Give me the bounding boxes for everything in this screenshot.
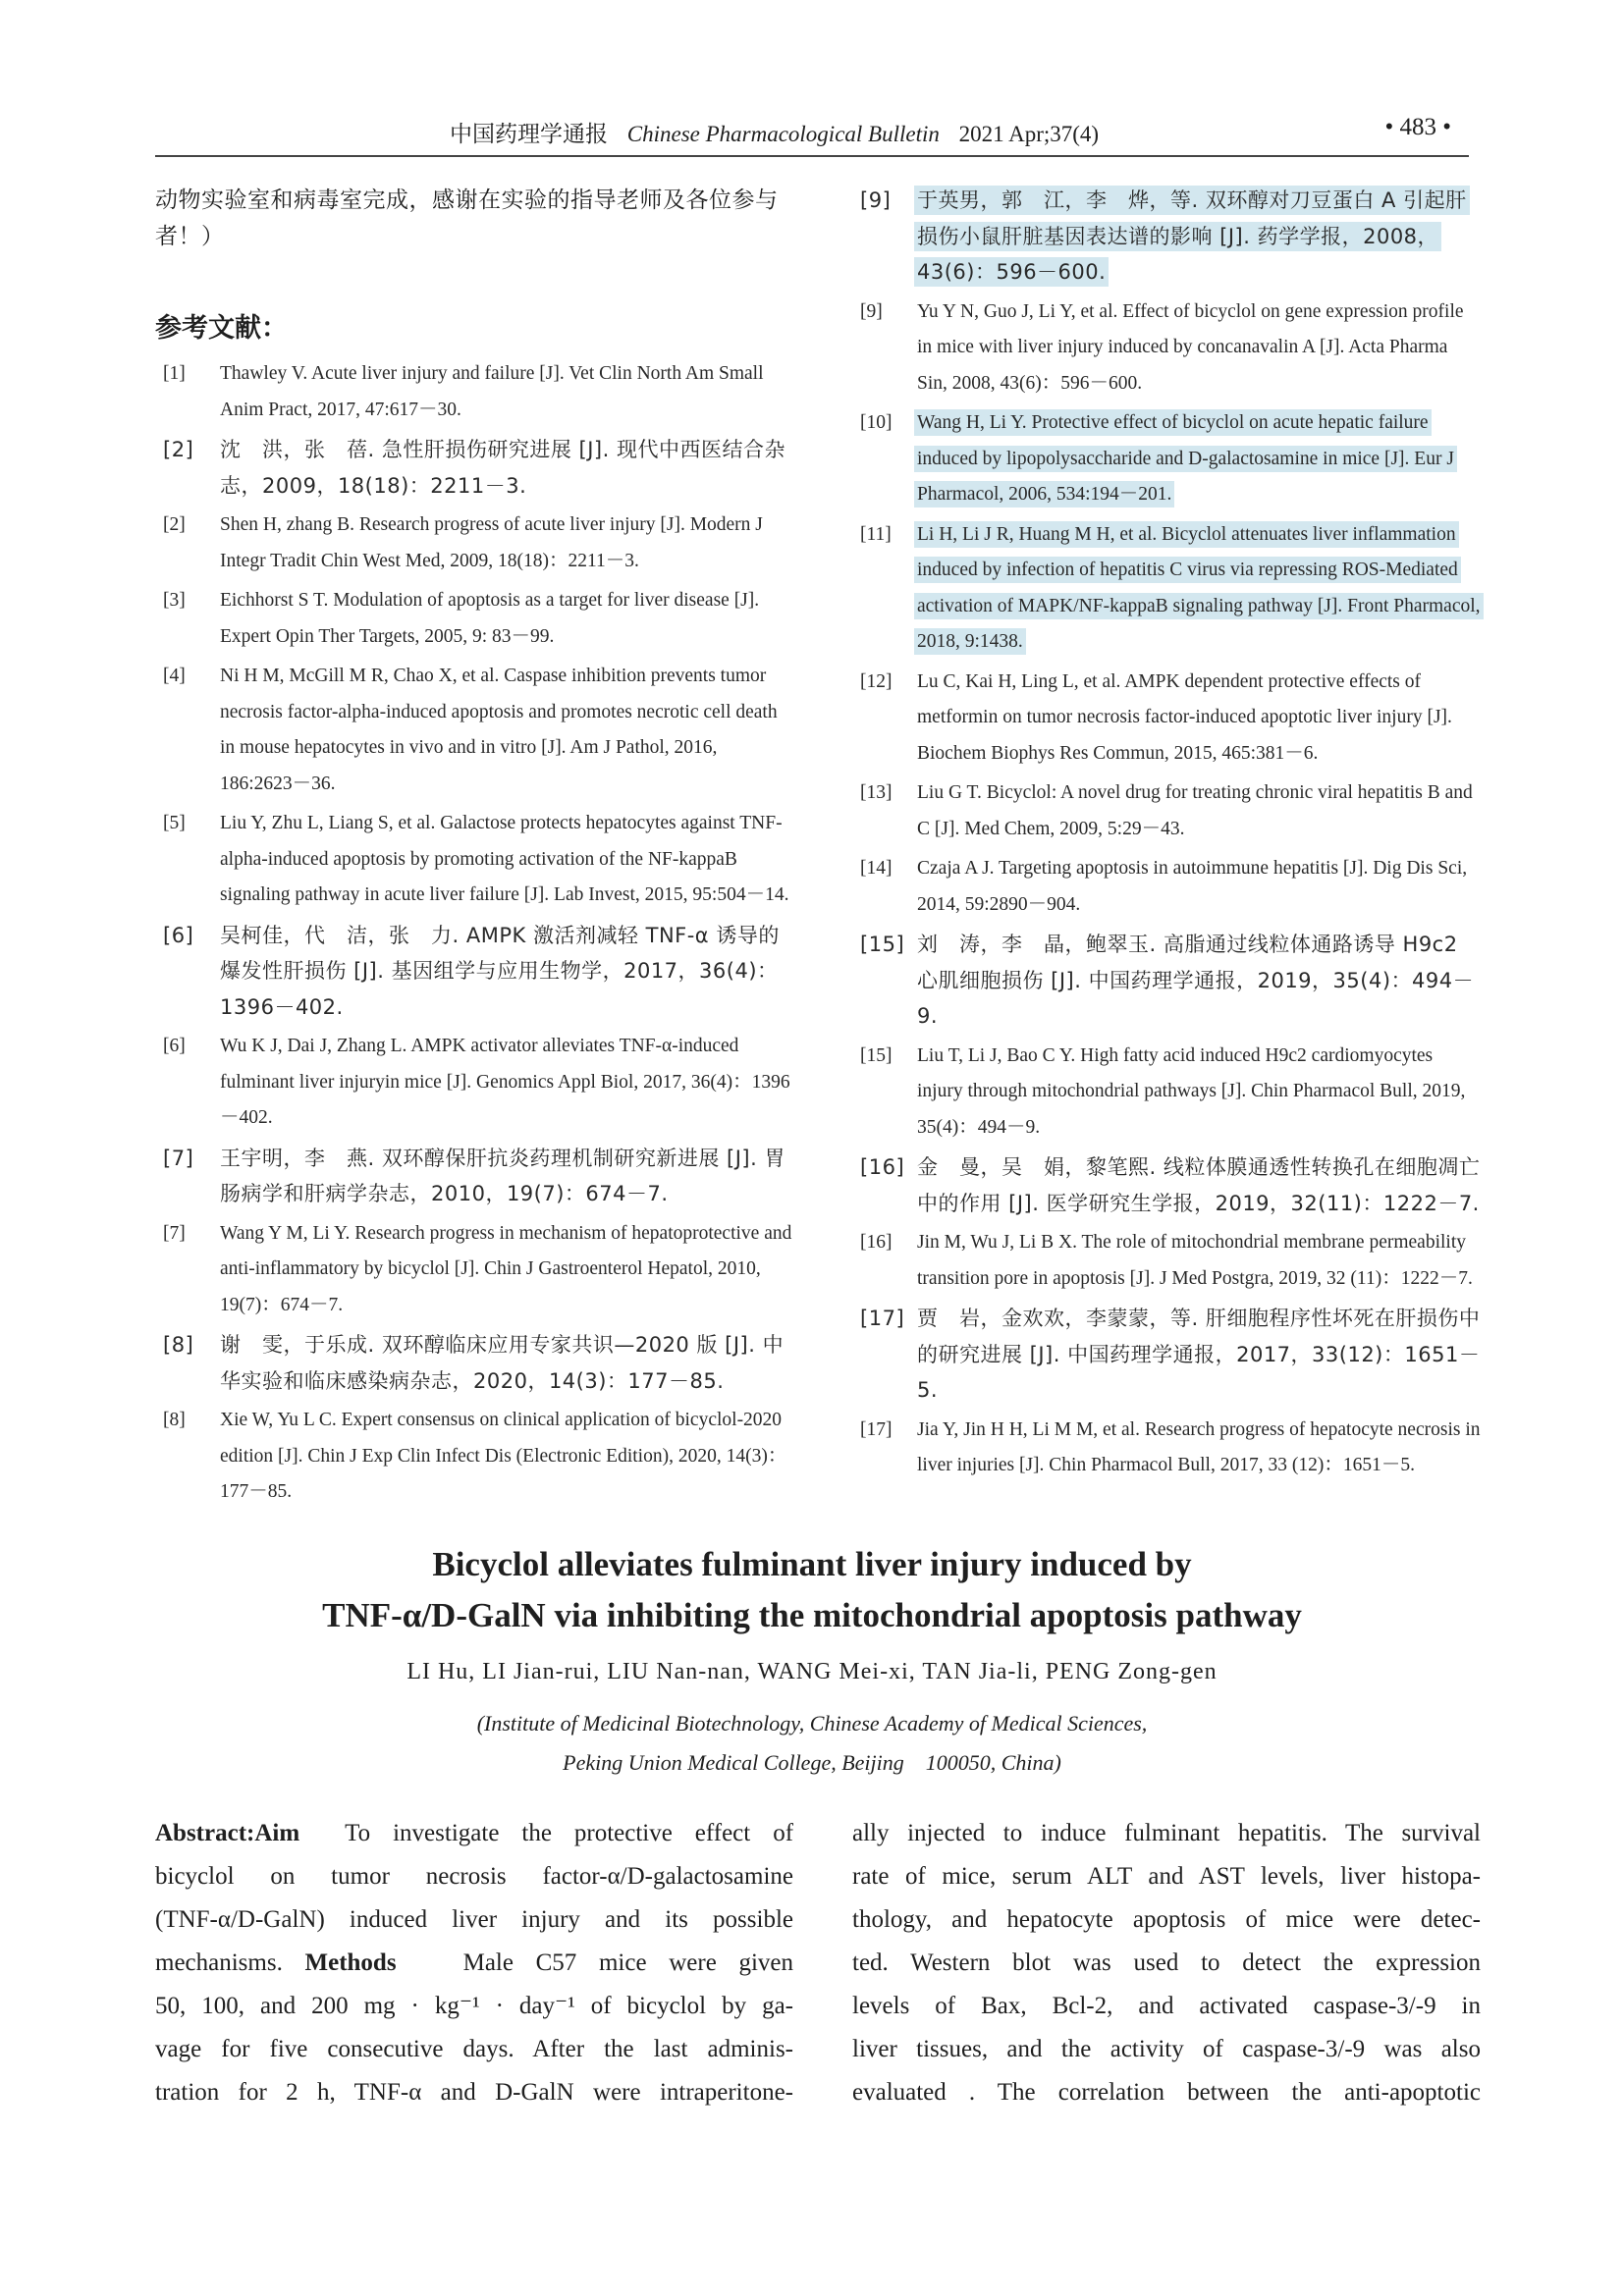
- reference-text: Liu T, Li J, Bao C Y. High fatty acid induced H9c2 cardiomyocytes injury through mitochondrial pathways [J]. Chin Pharmacol Bull, 2019, 35(4)：494－9.: [917, 1044, 1466, 1138]
- article-authors: LI Hu, LI Jian-rui, LIU Nan-nan, WANG Mei-xi, TAN Jia-li, PENG Zong-gen: [406, 1659, 1218, 1684]
- affiliation-line: (Institute of Medicinal Biotechnology, Chinese Academy of Medical Sciences,: [476, 1711, 1148, 1735]
- reference-text: Wang H, Li Y. Protective effect of bicyclol on acute hepatic failure induced by lipopolysaccharide and D-galactosamine in mice [J]. Eur J Pharmacol, 2006, 534:194－201.: [917, 412, 1454, 505]
- reference-number: [ 2 ]: [163, 507, 186, 544]
- reference-text: 王宇明，李 燕. 双环醇保肝抗炎药理机制研究新进展 [J]. 胃肠病学和肝病学杂志，2010，19(7)：674－7.: [220, 1146, 785, 1205]
- page-number: • 483 •: [1384, 114, 1451, 140]
- reference-text: Czaja A J. Targeting apoptosis in autoimmune hepatitis [J]. Dig Dis Sci, 2014, 59:2890－904.: [917, 858, 1468, 915]
- reference-number: [ 8 ]: [163, 1327, 193, 1363]
- reference-text: 刘 涛，李 晶，鲍翠玉. 高脂通过线粒体通路诱导 H9c2 心肌细胞损伤 [J]. 中国药理学通报，2019，35(4)：494－9.: [917, 933, 1475, 1028]
- reference-text: Xie W, Yu L C. Expert consensus on clinical application of bicyclol-2020 edition [J]. Chin J Exp Clin Infect Dis (Electronic Edition), 2020, 14(3)：177－85.: [220, 1410, 787, 1502]
- reference-number: [ 12 ]: [860, 665, 893, 701]
- affiliation-line: Peking Union Medical College, Beijing 100050, China): [563, 1750, 1061, 1775]
- abstract-line: tration for 2 h, TNF-α and D-GalN were intraperitone-: [155, 2079, 793, 2106]
- reference-item: [852, 1301, 1481, 1409]
- reference-text: Jin M, Wu J, Li B X. The role of mitochondrial membrane permeability transition pore in apoptosis [J]. J Med Postgra, 2019, 32 (11)：1222－7.: [917, 1232, 1473, 1289]
- reference-number: [ 14 ]: [860, 851, 893, 887]
- right-column: [852, 183, 1481, 1488]
- methods-label: Methods: [304, 1949, 397, 1976]
- reference-text: Wu K J, Dai J, Zhang L. AMPK activator alleviates TNF-α-induced fulminant liver injuryin mice [J]. Genomics Appl Biol, 2017, 36(4)：1396－402.: [220, 1036, 790, 1128]
- abstract-line: [155, 1812, 793, 1855]
- reference-item: [155, 1403, 793, 1511]
- article-affiliation: [155, 1704, 1469, 1783]
- reference-number: [ 17 ]: [860, 1301, 904, 1337]
- reference-text: Ni H M, McGill M R, Chao X, et al. Caspase inhibition prevents tumor necrosis factor-alpha-induced apoptosis and promotes necrotic cell death in mouse hepatocytes in vivo and in vitro [J]. Am J Pathol, 2016, 186:2623－36.: [220, 666, 778, 794]
- abstract-text: Male C57 mice were given: [462, 1949, 793, 1976]
- reference-text: Li H, Li J R, Huang M H, et al. Bicyclol attenuates liver inflammation induced by infection of hepatitis C virus via repressing ROS-Mediated activation of MAPK/NF-kappaB signaling pathway [J]. Front Pharmacol, 2018, 9:1438.: [917, 523, 1481, 652]
- reference-item: [852, 1413, 1481, 1484]
- reference-number: [ 10 ]: [860, 405, 893, 442]
- article-title-line: TNF-α/D-GalN via inhibiting the mitochondrial apoptosis pathway: [322, 1596, 1302, 1634]
- reference-text: 于英男，郭 江，李 烨，等. 双环醇对刀豆蛋白 A 引起肝损伤小鼠肝脏基因表达谱的影响 [J]. 药学学报，2008，43(6)：596－600.: [917, 188, 1467, 284]
- reference-item: [155, 918, 793, 1026]
- abstract-line: levels of Bax, Bcl-2, and activated caspase-3/-9 in: [852, 1993, 1481, 2019]
- reference-number: [ 9 ]: [860, 294, 883, 331]
- reference-item: [155, 1327, 793, 1399]
- reference-item: [852, 1149, 1481, 1221]
- journal-running-title: [450, 116, 1099, 148]
- abstract-line: rate of mice, serum ALT and AST levels, liver histopa-: [852, 1863, 1481, 1890]
- reference-text: 沈 洪，张 蓓. 急性肝损伤研究进展 [J]. 现代中西医结合杂志，2009，18(18)：2211－3.: [220, 438, 785, 498]
- reference-number: [ 7 ]: [163, 1141, 193, 1177]
- abstract-line: evaluated . The correlation between the anti-apoptotic: [852, 2079, 1481, 2106]
- reference-number: [ 6 ]: [163, 918, 193, 954]
- abstract-line: liver tissues, and the activity of caspase-3/-9 was also: [852, 2036, 1481, 2062]
- reference-item: [155, 806, 793, 914]
- reference-number: [ 7 ]: [163, 1216, 186, 1253]
- reference-number: [ 15 ]: [860, 1039, 893, 1075]
- reference-item: [155, 1029, 793, 1137]
- reference-item: [852, 183, 1481, 291]
- references-heading: 参考文献：: [155, 313, 288, 344]
- reference-item: [155, 1141, 793, 1212]
- article-title: [155, 1539, 1469, 1641]
- abstract-line: [155, 1942, 793, 1985]
- reference-text: Thawley V. Acute liver injury and failure [J]. Vet Clin North Am Small Anim Pract, 2017, 47:617－30.: [220, 363, 764, 420]
- reference-number: [ 15 ]: [860, 927, 904, 963]
- reference-number: [ 16 ]: [860, 1149, 904, 1186]
- reference-number: [ 5 ]: [163, 806, 186, 842]
- reference-text: Eichhorst S T. Modulation of apoptosis as a target for liver disease [J]. Expert Opin Ther Targets, 2005, 9: 83－99.: [220, 590, 760, 647]
- reference-item: [155, 583, 793, 655]
- reference-text: Liu Y, Zhu L, Liang S, et al. Galactose protects hepatocytes against TNF-alpha-induced apoptosis by promoting activation of the NF-kappaB signaling pathway in acute liver failure [J]. Lab Invest, 2015, 95:504－14.: [220, 813, 789, 905]
- acknowledgement-continuation: 动物实验室和病毒室完成，感谢在实验的指导老师及各位参与者！）: [155, 187, 779, 249]
- reference-item: [852, 1225, 1481, 1297]
- reference-number: [ 4 ]: [163, 659, 186, 695]
- reference-item: [852, 294, 1481, 402]
- reference-number: [ 8 ]: [163, 1403, 186, 1439]
- abstract-line: (TNF-α/D-GalN) induced liver injury and its possible: [155, 1906, 793, 1933]
- abstract-line: thology, and hepatocyte apoptosis of mice were detec-: [852, 1906, 1481, 1933]
- article-title-line: Bicyclol alleviates fulminant liver injury induced by: [432, 1545, 1192, 1583]
- aim-label: Aim: [254, 1820, 300, 1846]
- reference-text: 贾 岩，金欢欢，李蒙蒙，等. 肝细胞程序性坏死在肝损伤中的研究进展 [J]. 中国药理学通报，2017，33(12)：1651－5.: [917, 1307, 1481, 1402]
- left-column: [155, 183, 793, 1515]
- reference-item: [155, 356, 793, 428]
- reference-text: 金 曼，吴 娟，黎笔熙. 线粒体膜通透性转换孔在细胞凋亡中的作用 [J]. 医学研究生学报，2019，32(11)：1222－7.: [917, 1155, 1481, 1215]
- journal-name-en: Chinese Pharmacological Bulletin: [626, 122, 940, 146]
- abstract-line: vage for five consecutive days. After the last adminis-: [155, 2036, 793, 2062]
- reference-item: [852, 517, 1481, 661]
- reference-number: [ 17 ]: [860, 1413, 893, 1449]
- reference-number: [ 1 ]: [163, 356, 186, 393]
- reference-number: [ 9 ]: [860, 183, 891, 219]
- abstract-line: ted. Western blot was used to detect the expression: [852, 1949, 1481, 1976]
- reference-item: [852, 665, 1481, 773]
- reference-text: Jia Y, Jin H H, Li M M, et al. Research progress of hepatocyte necrosis in liver injuries [J]. Chin Pharmacol Bull, 2017, 33 (12)：1651－5.: [917, 1418, 1481, 1475]
- reference-text: 谢 雯，于乐成. 双环醇临床应用专家共识—2020 版 [J]. 中华实验和临床感染病杂志，2020，14(3)：177－85.: [220, 1333, 785, 1393]
- reference-number: [ 3 ]: [163, 583, 186, 619]
- reference-item: [852, 775, 1481, 847]
- reference-item: [852, 927, 1481, 1035]
- abstract-line: bicyclol on tumor necrosis factor-α/D-galactosamine: [155, 1863, 793, 1890]
- reference-text: Lu C, Kai H, Ling L, et al. AMPK dependent protective effects of metformin on tumor necrosis factor-induced apoptotic liver injury [J]. Biochem Biophys Res Commun, 2015, 465:381－6.: [917, 670, 1452, 764]
- reference-item: [155, 507, 793, 579]
- reference-item: [852, 1039, 1481, 1147]
- reference-text: Yu Y N, Guo J, Li Y, et al. Effect of bicyclol on gene expression profile in mice with liver injury induced by concanavalin A [J]. Acta Pharma Sin, 2008, 43(6)：596－600.: [917, 300, 1464, 394]
- reference-number: [ 11 ]: [860, 517, 892, 554]
- reference-item: [155, 432, 793, 504]
- reference-item: [852, 851, 1481, 923]
- running-header: [155, 110, 1469, 157]
- reference-text: Shen H, zhang B. Research progress of acute liver injury [J]. Modern J Integr Tradit Chin West Med, 2009, 18(18)：2211－3.: [220, 514, 763, 571]
- abstract-line: 50, 100, and 200 mg · kg⁻¹ · day⁻¹ of bicyclol by ga-: [155, 1993, 793, 2019]
- reference-number: [ 13 ]: [860, 775, 893, 812]
- reference-text: Wang Y M, Li Y. Research progress in mechanism of hepatoprotective and anti-inflammatory by bicyclol [J]. Chin J Gastroenterol Hepatol, 2010, 19(7)：674－7.: [220, 1222, 792, 1315]
- abstract-label: Abstract:: [155, 1820, 255, 1846]
- reference-number: [ 16 ]: [860, 1225, 893, 1261]
- abstract-text: To investigate the protective effect of: [345, 1820, 793, 1846]
- reference-item: [155, 1216, 793, 1324]
- abstract-line: ally injected to induce fulminant hepatitis. The survival: [852, 1820, 1481, 1846]
- abstract-text: mechanisms.: [155, 1949, 283, 1976]
- abstract-left-column: [155, 1812, 793, 2114]
- reference-text: 吴柯佳，代 洁，张 力. AMPK 激活剂减轻 TNF-α 诱导的爆发性肝损伤 [J]. 基因组学与应用生物学，2017，36(4)：1396－402.: [220, 923, 780, 1019]
- reference-number: [ 2 ]: [163, 432, 193, 468]
- reference-list-right: [852, 183, 1481, 1484]
- reference-number: [ 6 ]: [163, 1029, 186, 1065]
- reference-list-left: [155, 356, 793, 1511]
- journal-name-zh: 中国药理学通报: [450, 122, 608, 146]
- reference-item: [852, 405, 1481, 513]
- journal-issue: 2021 Apr;37(4): [958, 122, 1100, 146]
- reference-item: [155, 659, 793, 802]
- abstract-right-column: [852, 1812, 1481, 2114]
- reference-text: Liu G T. Bicyclol: A novel drug for treating chronic viral hepatitis B and C [J]. Med Chem, 2009, 5:29－43.: [917, 782, 1473, 839]
